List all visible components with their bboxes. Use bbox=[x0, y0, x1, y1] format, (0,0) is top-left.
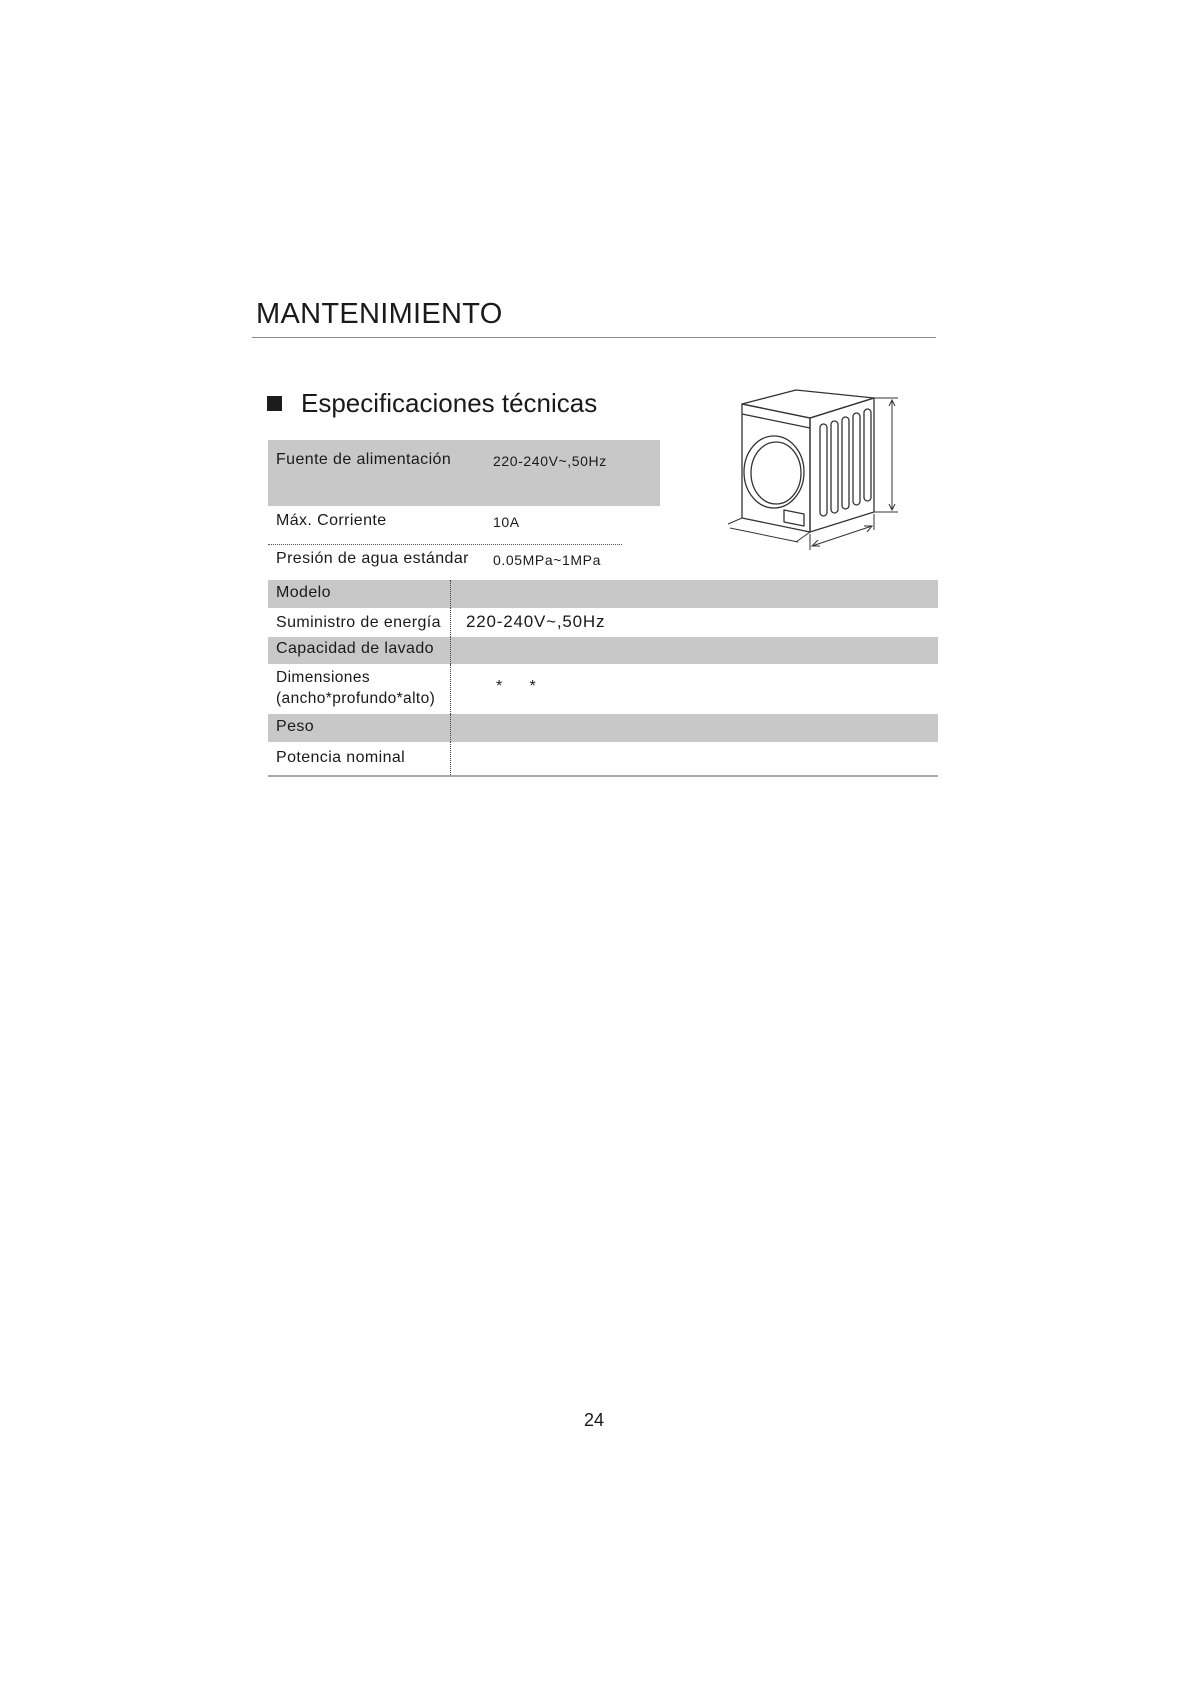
spec-value: 0.05MPa~1MPa bbox=[493, 552, 601, 568]
spec-label: Presión de agua estándar bbox=[276, 550, 469, 567]
spec-row-power-source bbox=[268, 440, 660, 506]
spec-label: Fuente de alimentación bbox=[276, 451, 452, 468]
section-heading-label: Especificaciones técnicas bbox=[301, 388, 598, 418]
column-divider bbox=[450, 608, 451, 637]
table-row-label: Capacidad de lavado bbox=[276, 640, 434, 657]
table-row-label: Peso bbox=[276, 718, 315, 735]
table-row-label: Suministro de energía bbox=[276, 614, 441, 631]
column-divider bbox=[450, 637, 451, 664]
column-divider bbox=[450, 664, 451, 714]
table-row-weight bbox=[268, 714, 938, 742]
table-row-value: * * bbox=[496, 678, 537, 695]
table-row-value: 220-240V~,50Hz bbox=[466, 612, 606, 631]
dimensions-label-line1: Dimensiones bbox=[276, 669, 370, 686]
table-row-label bbox=[276, 667, 435, 709]
page-number: 24 bbox=[583, 1410, 605, 1430]
square-bullet-icon bbox=[267, 396, 282, 411]
table-row-dimensions bbox=[268, 664, 938, 714]
spec-row-water-pressure bbox=[268, 545, 622, 579]
column-divider bbox=[450, 580, 451, 608]
table-row-power-supply bbox=[268, 608, 938, 637]
page-title: MANTENIMIENTO bbox=[256, 298, 503, 330]
title-divider bbox=[252, 337, 936, 338]
spec-value: 220-240V~,50Hz bbox=[493, 453, 607, 469]
washing-machine-dimensions-diagram bbox=[722, 384, 904, 572]
model-spec-table bbox=[268, 580, 938, 777]
column-divider bbox=[450, 742, 451, 775]
table-row-wash-capacity bbox=[268, 637, 938, 664]
dimensions-label-line2: (ancho*profundo*alto) bbox=[276, 690, 436, 707]
spec-row-max-current bbox=[268, 506, 622, 545]
table-row-rated-power bbox=[268, 742, 938, 775]
table-row-model bbox=[268, 580, 938, 608]
table-row-label: Potencia nominal bbox=[276, 749, 406, 766]
column-divider bbox=[450, 714, 451, 742]
spec-value: 10A bbox=[493, 514, 520, 530]
spec-label: Máx. Corriente bbox=[276, 512, 387, 529]
section-heading bbox=[267, 388, 597, 419]
table-row-label: Modelo bbox=[276, 584, 331, 601]
